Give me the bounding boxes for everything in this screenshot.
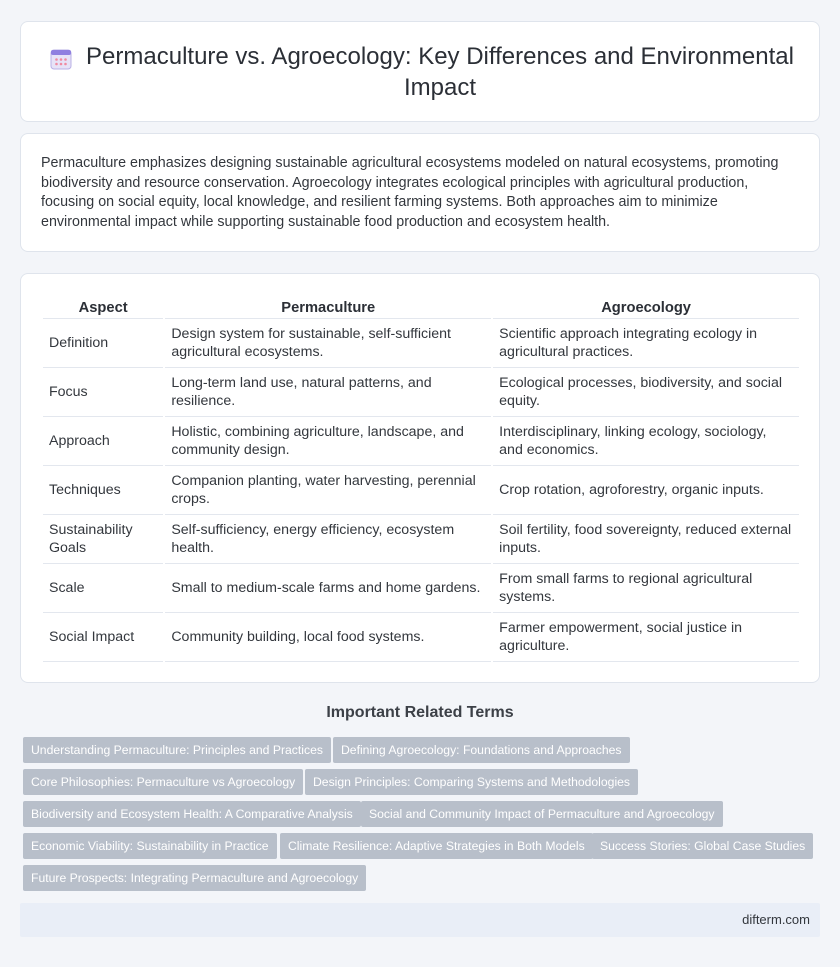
comparison-table-card (20, 273, 820, 683)
related-term-tag[interactable]: Biodiversity and Ecosystem Health: A Comparative Analysis (23, 801, 361, 827)
title-row (21, 22, 819, 121)
cell-permaculture: Self-sufficiency, energy efficiency, ecosystem health. (165, 515, 491, 564)
related-term-tag[interactable]: Defining Agroecology: Foundations and Approaches (333, 737, 630, 763)
cell-aspect: Focus (43, 368, 163, 417)
related-term-tag[interactable]: Economic Viability: Sustainability in Practice (23, 833, 277, 859)
related-term-tag[interactable]: Future Prospects: Integrating Permaculture and Agroecology (23, 865, 366, 891)
header-agroecology: Agroecology (493, 294, 799, 319)
header-permaculture: Permaculture (165, 294, 491, 319)
cell-aspect: Social Impact (43, 613, 163, 662)
intro-paragraph: Permaculture emphasizes designing sustainable agricultural ecosystems modeled on natural ecosystems, promoting biodiversity and resource conservation. Agroecology integrates ecological principles with agricultural production, focusing on social equity, local knowledge, and resilient farming systems. Both approaches aim to minimize environmental impact while supporting sustainable food production and ecosystem health. (41, 155, 779, 230)
cell-permaculture: Design system for sustainable, self-sufficient agricultural ecosystems. (165, 319, 491, 368)
table-row (43, 466, 799, 515)
table-row (43, 515, 799, 564)
comparison-table (41, 294, 801, 662)
cell-agroecology: Crop rotation, agroforestry, organic inputs. (493, 466, 799, 515)
cell-agroecology: Interdisciplinary, linking ecology, sociology, and economics. (493, 417, 799, 466)
footer (20, 903, 820, 937)
related-term-tag[interactable]: Design Principles: Comparing Systems and Methodologies (305, 769, 638, 795)
header-card (20, 21, 820, 122)
cell-permaculture: Holistic, combining agriculture, landscape, and community design. (165, 417, 491, 466)
table-header-row (43, 294, 799, 319)
intro-card (20, 133, 820, 252)
cell-agroecology: Farmer empowerment, social justice in agriculture. (493, 613, 799, 662)
table-row (43, 319, 799, 368)
cell-agroecology: From small farms to regional agricultural systems. (493, 564, 799, 613)
related-term-tag[interactable]: Climate Resilience: Adaptive Strategies in Both Models (280, 833, 593, 859)
related-terms-title: Important Related Terms (326, 704, 514, 721)
cell-agroecology: Scientific approach integrating ecology in agricultural practices. (493, 319, 799, 368)
page-title: Permaculture vs. Agroecology: Key Differences and Environmental Impact (86, 42, 794, 101)
cell-permaculture: Community building, local food systems. (165, 613, 491, 662)
cell-aspect: Scale (43, 564, 163, 613)
table-row (43, 564, 799, 613)
cell-agroecology: Soil fertility, food sovereignty, reduced external inputs. (493, 515, 799, 564)
footer-site-link[interactable]: difterm.com (742, 912, 810, 927)
related-term-tag[interactable]: Understanding Permaculture: Principles and Practices (23, 737, 331, 763)
cell-permaculture: Companion planting, water harvesting, perennial crops. (165, 466, 491, 515)
table-row (43, 417, 799, 466)
cell-permaculture: Long-term land use, natural patterns, and resilience. (165, 368, 491, 417)
table-row (43, 368, 799, 417)
table-row (43, 613, 799, 662)
cell-permaculture: Small to medium-scale farms and home gardens. (165, 564, 491, 613)
cell-aspect: Techniques (43, 466, 163, 515)
cell-aspect: Approach (43, 417, 163, 466)
cell-agroecology: Ecological processes, biodiversity, and social equity. (493, 368, 799, 417)
related-term-tag[interactable]: Core Philosophies: Permaculture vs Agroecology (23, 769, 303, 795)
related-term-tag[interactable]: Success Stories: Global Case Studies (592, 833, 813, 859)
cell-aspect: Sustainability Goals (43, 515, 163, 564)
related-term-tag[interactable]: Social and Community Impact of Permaculture and Agroecology (361, 801, 723, 827)
header-aspect: Aspect (43, 294, 163, 319)
cell-aspect: Definition (43, 319, 163, 368)
